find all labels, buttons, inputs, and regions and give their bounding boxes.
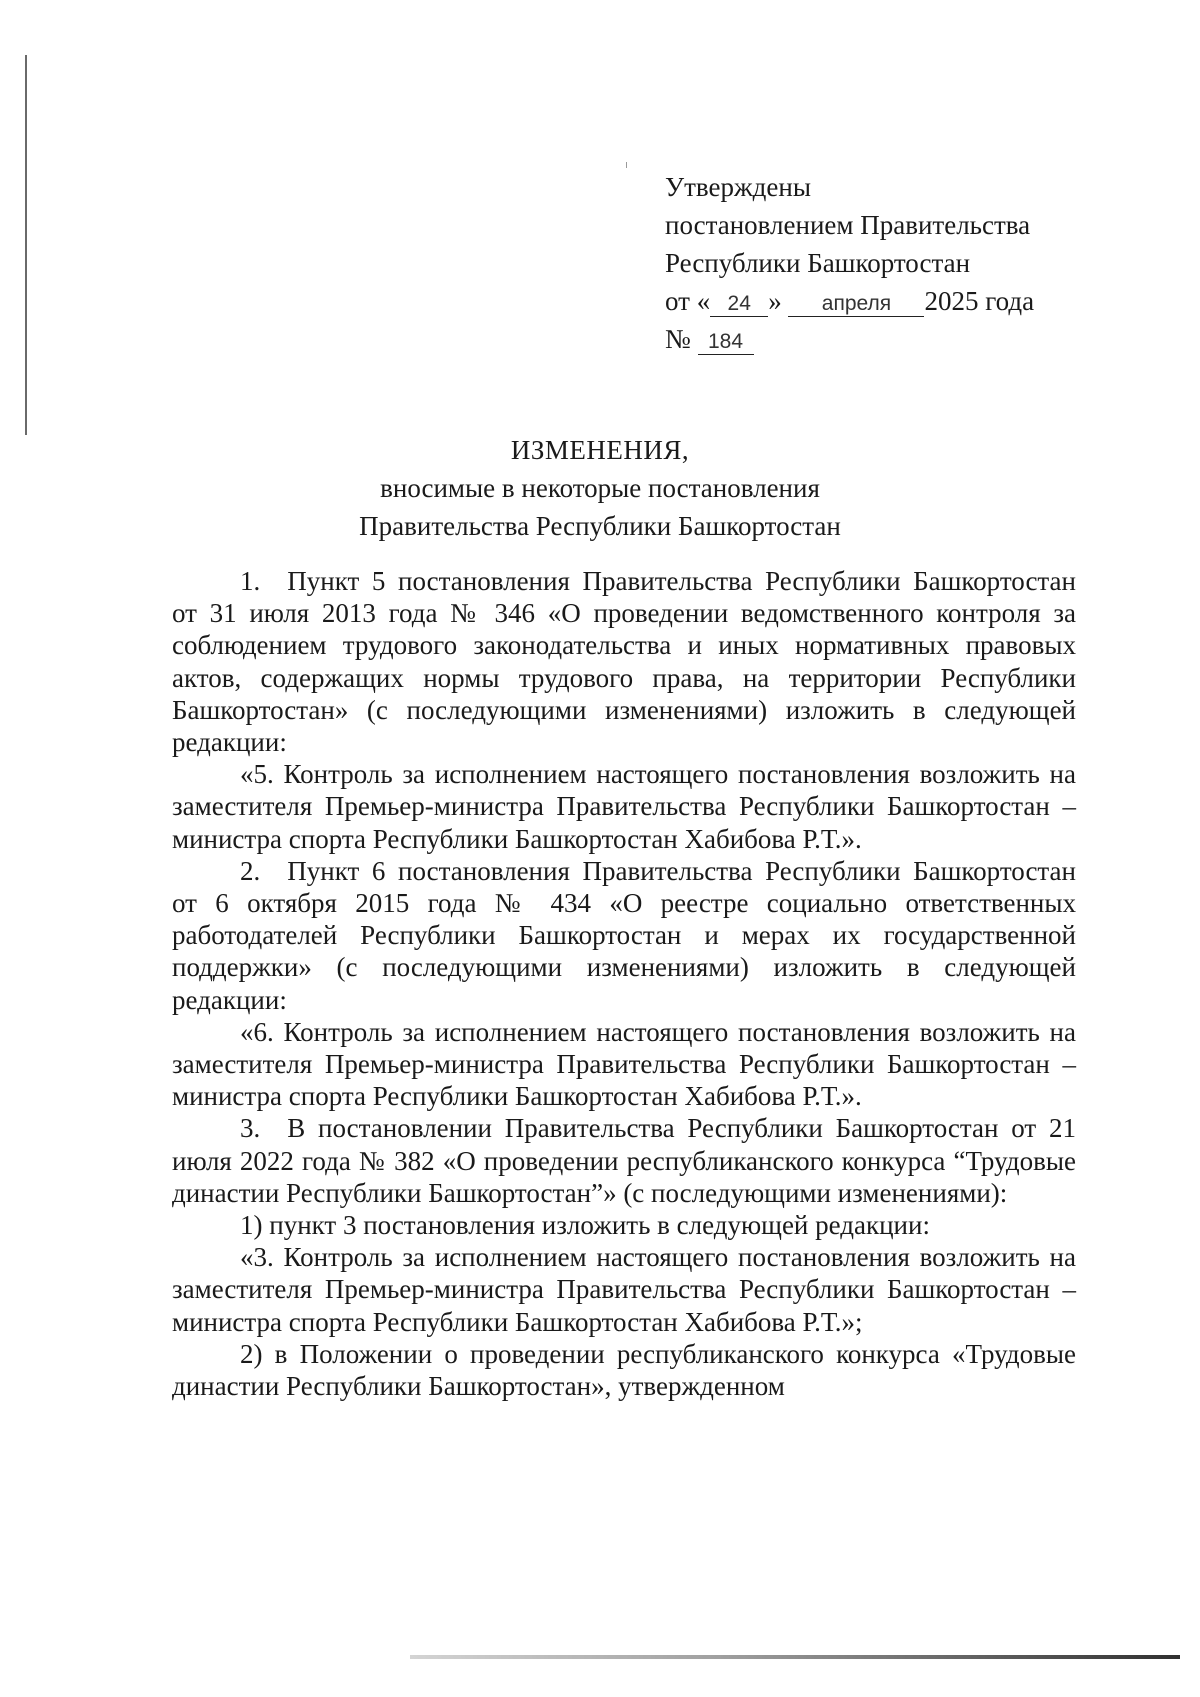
approval-line-3: Республики Башкортостан (665, 248, 971, 278)
paragraph-3-item-1: 1) пункт 3 постановления изложить в следующей редакции: (240, 1210, 930, 1241)
approval-date-line (665, 282, 1105, 320)
date-month: апреля (788, 292, 924, 317)
date-year: 2025 года (924, 286, 1035, 316)
title-line-3: Правительства Республики Башкортостан (359, 511, 841, 541)
approval-line-2: постановлением Правительства (665, 210, 1031, 240)
document-body (172, 565, 1076, 1402)
paragraph-3-item-1-quote: «3. Контроль за исполнением настоящего постановления возложить на заместителя Премьер-министра Правительства Республики Башкортостан – министра спорта Республики Башкортостан Хабибова Р.Т.»; (172, 1242, 1076, 1337)
date-day: 24 (710, 292, 768, 317)
approval-line-1: Утверждены (665, 172, 811, 202)
decree-number: 184 (698, 330, 754, 355)
scan-bottom-edge (410, 1655, 1180, 1659)
approval-number-line (665, 320, 1105, 358)
document-title (0, 431, 1200, 545)
paragraph-1-quote: «5. Контроль за исполнением настоящего постановления возложить на заместителя Премьер-министра Правительства Республики Башкортостан – министра спорта Республики Башкортостан Хабибова Р.Т.». (172, 759, 1076, 854)
paragraph-1: 1. Пункт 5 постановления Правительства Республики Башкортостан от 31 июля 2013 года № 346 «О проведении ведомственного контроля за соблюдением трудового законодательства и иных нормативных правовых актов, содержащих нормы трудового права, на территории Республики Башкортостан» (с последующими изменениями) изложить в следующей редакции: (172, 566, 1076, 758)
scan-edge-line (25, 55, 27, 435)
paragraph-3-item-2: 2) в Положении о проведении республиканского конкурса «Трудовые династии Республики Башкортостан», утвержденном (172, 1338, 1076, 1402)
paragraph-3: 3. В постановлении Правительства Республики Башкортостан от 21 июля 2022 года № 382 «О проведении республиканского конкурса “Трудовые династии Республики Башкортостан”» (с последующими изменениями): (172, 1113, 1076, 1208)
paragraph-2: 2. Пункт 6 постановления Правительства Республики Башкортостан от 6 октября 2015 года № 434 «О реестре социально ответственных работодателей Республики Башкортостан и мерах их государственной поддержки» (с последующими изменениями) изложить в следующей редакции: (172, 855, 1076, 1015)
title-line-2: вносимые в некоторые постановления (380, 473, 820, 503)
number-prefix: № (665, 324, 691, 354)
date-prefix: от « (665, 286, 711, 316)
scan-speck (626, 162, 627, 168)
date-mid: » (768, 286, 782, 316)
title-main: ИЗМЕНЕНИЯ, (510, 435, 690, 465)
paragraph-2-quote: «6. Контроль за исполнением настоящего постановления возложить на заместителя Премьер-министра Правительства Республики Башкортостан – министра спорта Республики Башкортостан Хабибова Р.Т.». (172, 1016, 1076, 1112)
approval-block (665, 168, 1105, 358)
